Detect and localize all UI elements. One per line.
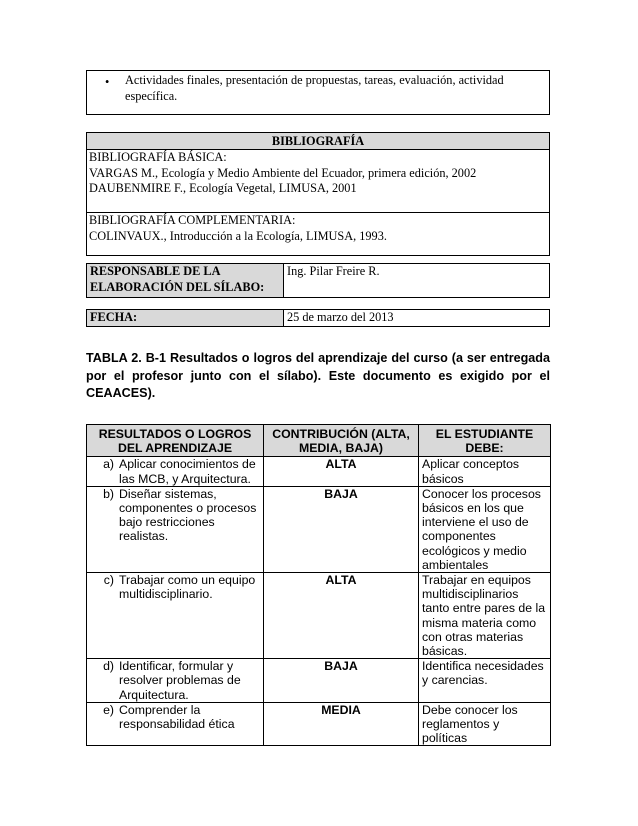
- result-letter: e): [103, 702, 114, 717]
- results-table: [86, 424, 551, 746]
- student-cell: Debe conocer los reglamentos y políticas: [419, 702, 551, 746]
- result-letter: a): [103, 457, 114, 472]
- bibliography-basic-title: BIBLIOGRAFÍA BÁSICA:: [89, 150, 227, 164]
- header-student: EL ESTUDIANTE DEBE:: [419, 425, 551, 457]
- date-value: 25 de marzo del 2013: [283, 309, 550, 327]
- result-cell: [87, 659, 264, 703]
- contribution-cell: MEDIA: [264, 702, 419, 746]
- bibliography-heading: BIBLIOGRAFÍA: [86, 132, 550, 150]
- student-cell: Aplicar conceptos básicos: [419, 457, 551, 486]
- date-label: FECHA:: [86, 309, 284, 327]
- header-results: RESULTADOS O LOGROS DEL APRENDIZAJE: [87, 425, 264, 457]
- contribution-cell: ALTA: [264, 573, 419, 659]
- activities-box: [86, 70, 550, 115]
- result-letter: c): [103, 573, 114, 588]
- bibliography-basic-entry: DAUBENMIRE F., Ecología Vegetal, LIMUSA, 2001: [89, 181, 357, 195]
- table-header-row: [87, 425, 551, 457]
- contribution-cell: BAJA: [264, 659, 419, 703]
- table-caption: TABLA 2. B-1 Resultados o logros del aprendizaje del curso (a ser entregada por el profesor junto con el sílabo). Este documento es exigido por el CEAACES).: [86, 351, 550, 400]
- result-cell: [87, 457, 264, 486]
- contribution-cell: ALTA: [264, 457, 419, 486]
- responsible-value: Ing. Pilar Freire R.: [283, 263, 550, 298]
- responsible-label: RESPONSABLE DE LA ELABORACIÓN DEL SÍLABO:: [86, 263, 284, 298]
- result-cell: [87, 702, 264, 746]
- bibliography-complementary-entry: COLINVAUX., Introducción a la Ecología, LIMUSA, 1993.: [89, 228, 387, 243]
- header-contribution: CONTRIBUCIÓN (ALTA, MEDIA, BAJA): [264, 425, 419, 457]
- student-cell: Identifica necesidades y carencias.: [419, 659, 551, 703]
- result-text: Aplicar conocimientos de las MCB, y Arquitectura.: [119, 457, 256, 486]
- bibliography-complementary: [86, 212, 550, 256]
- table-row: [87, 659, 551, 703]
- bibliography-basic-entry: VARGAS M., Ecología y Medio Ambiente del Ecuador, primera edición, 2002: [89, 165, 477, 180]
- result-text: Trabajar como un equipo multidisciplinario.: [119, 573, 256, 602]
- table-row: [87, 573, 551, 659]
- bibliography-complementary-title: BIBLIOGRAFÍA COMPLEMENTARIA:: [89, 213, 296, 227]
- activities-text: Actividades finales, presentación de propuestas, tareas, evaluación, actividad específica.: [125, 73, 504, 103]
- table-row: [87, 486, 551, 572]
- result-text: Comprender la responsabilidad ética: [119, 702, 235, 732]
- table-row: [87, 457, 551, 486]
- student-cell: Conocer los procesos básicos en los que interviene el uso de componentes ecológicos y medio ambientales: [419, 486, 551, 572]
- result-cell: [87, 486, 264, 572]
- result-text: Diseñar sistemas, componentes o procesos bajo restricciones realistas.: [119, 486, 257, 544]
- result-text: Identificar, formular y resolver problemas de Arquitectura.: [119, 659, 241, 702]
- contribution-cell: BAJA: [264, 486, 419, 572]
- table-row: [87, 702, 551, 746]
- result-letter: b): [103, 486, 114, 501]
- result-cell: [87, 573, 264, 659]
- bibliography-basic: [86, 149, 550, 213]
- bullet-icon: •: [105, 75, 110, 89]
- student-cell: Trabajar en equipos multidisciplinarios tanto entre pares de la misma materia como con otras materias básicas.: [419, 573, 551, 659]
- result-letter: d): [103, 659, 114, 674]
